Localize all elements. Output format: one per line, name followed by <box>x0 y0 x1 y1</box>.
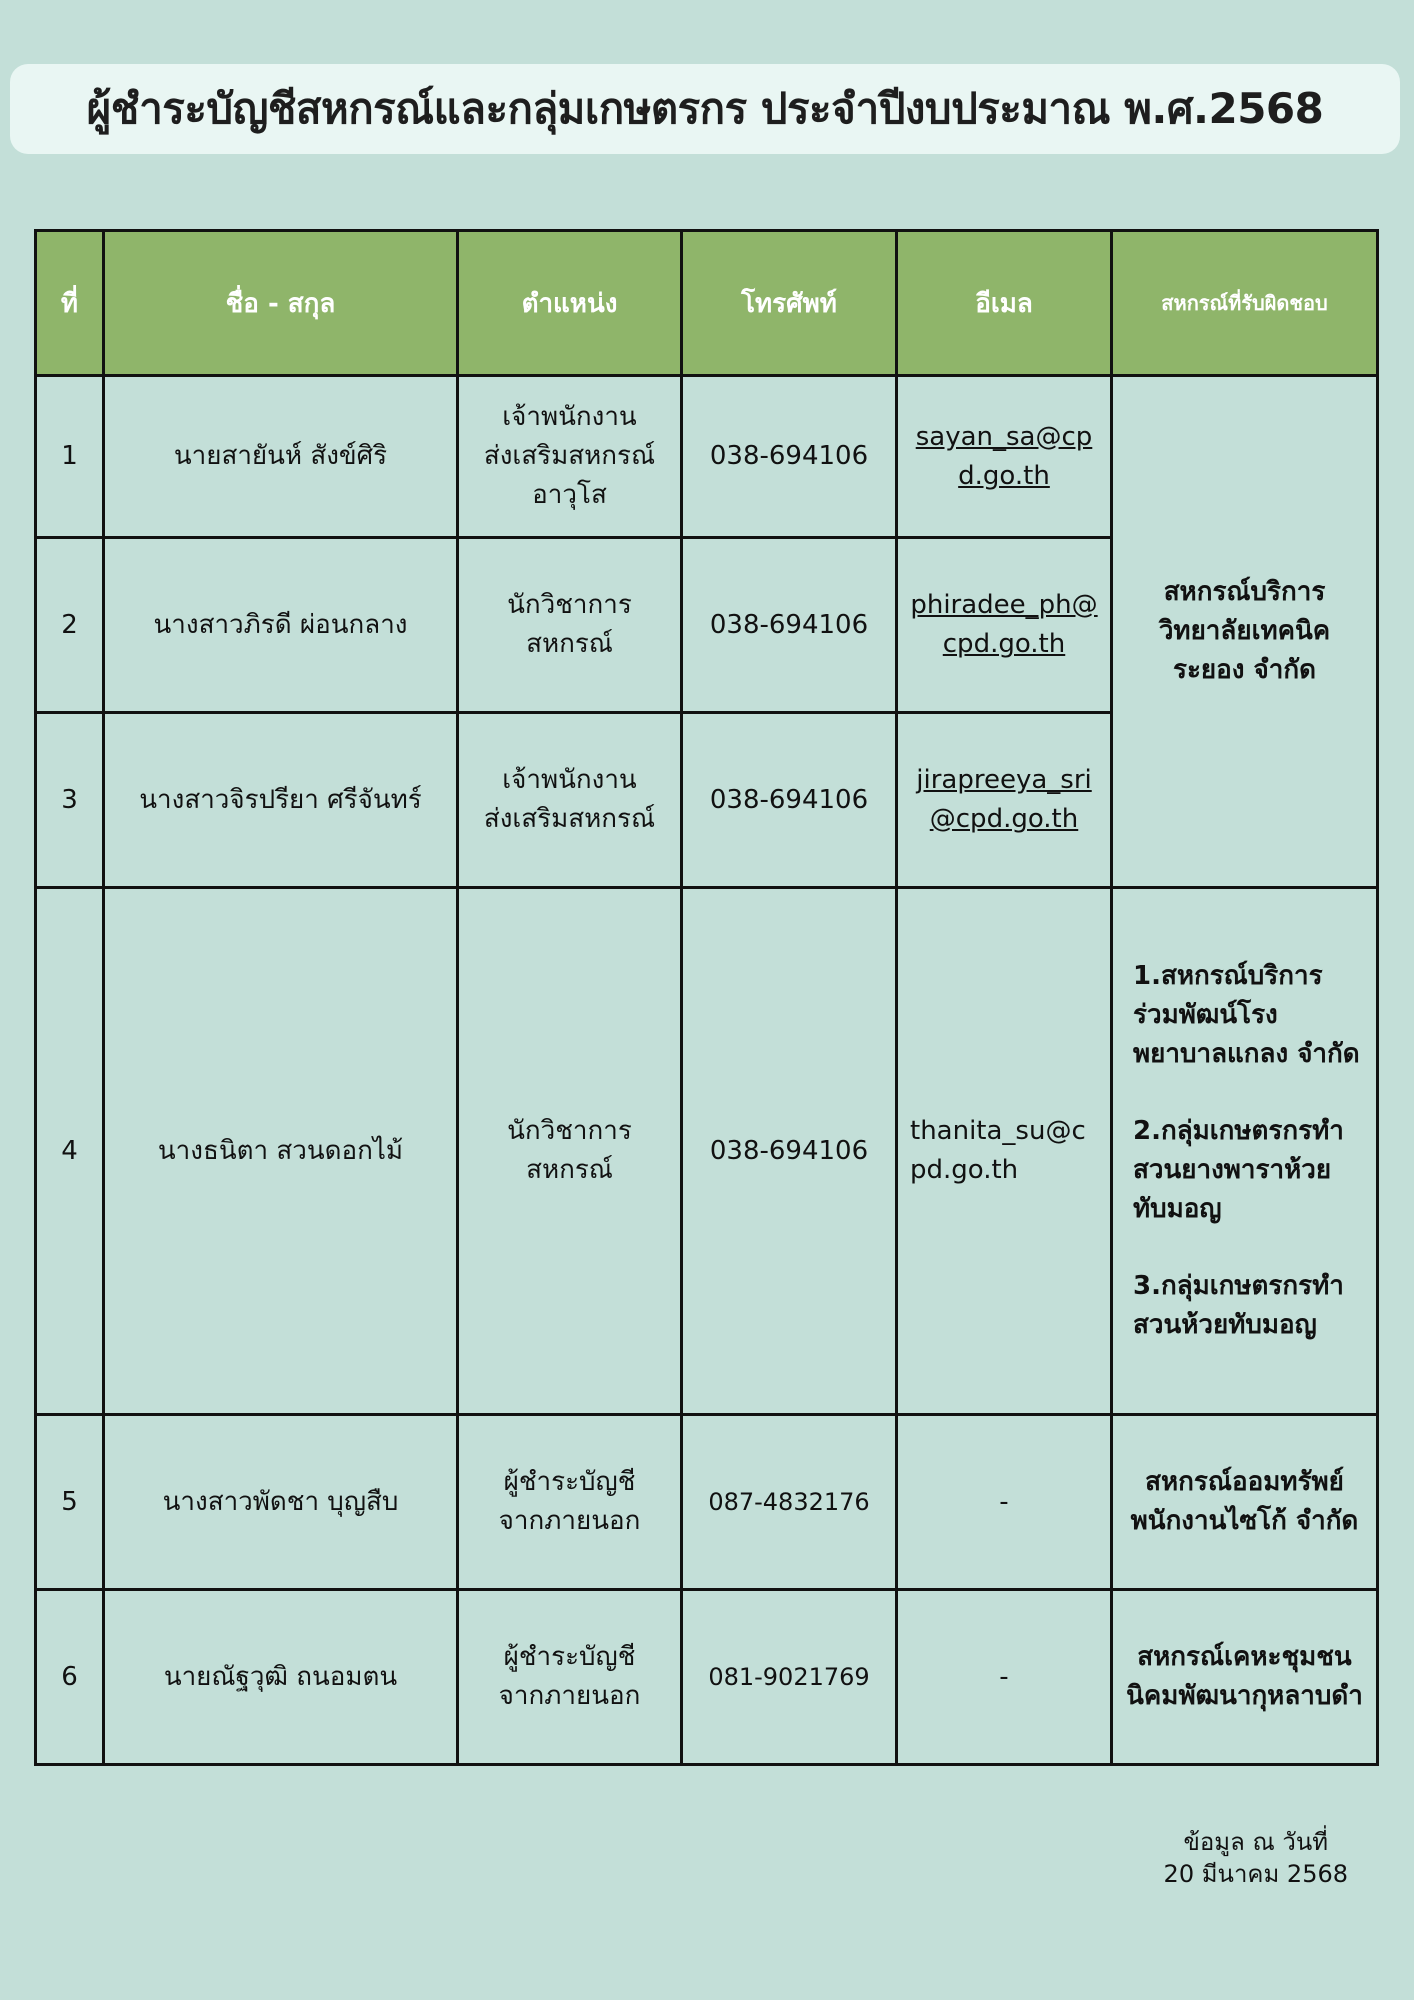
footer-date: 20 มีนาคม 2568 <box>1163 1860 1348 1889</box>
coop-item: 1.สหกรณ์บริการร่วมพัฒน์โรงพยาบาลแกลง จำกัด <box>1133 961 1360 1069</box>
cell-email <box>897 376 1112 538</box>
cell-position <box>458 538 682 713</box>
cell-coop: สหกรณ์บริการวิทยาลัยเทคนิคระยอง จำกัด <box>1112 376 1378 888</box>
liquidator-table <box>34 229 1379 1766</box>
cell-phone: 038-694106 <box>682 538 897 713</box>
position-line: เจ้าพนักงาน <box>502 765 637 795</box>
position-line: นักวิชาการ <box>507 590 632 620</box>
position-line: อาวุโส <box>532 480 607 510</box>
position-line: จากภายนอก <box>498 1681 641 1711</box>
cell-phone: 087-4832176 <box>682 1415 897 1590</box>
cell-email: thanita_su@cpd.go.th <box>897 888 1112 1415</box>
cell-phone: 038-694106 <box>682 376 897 538</box>
position-line: จากภายนอก <box>498 1506 641 1536</box>
cell-position <box>458 713 682 888</box>
cell-no: 1 <box>36 376 104 538</box>
cell-email: - <box>897 1415 1112 1590</box>
email-link[interactable]: sayan_sa@cpd.go.th <box>915 421 1093 491</box>
position-line: สหกรณ์ <box>526 1155 613 1185</box>
table-header-row <box>36 231 1378 376</box>
cell-position <box>458 888 682 1415</box>
cell-no: 5 <box>36 1415 104 1590</box>
cell-name: นางสาวภิรดี ผ่อนกลาง <box>104 538 458 713</box>
cell-name: นางสาวพัดชา บุญสืบ <box>104 1415 458 1590</box>
cell-name: นายณัฐวุฒิ ถนอมตน <box>104 1590 458 1765</box>
cell-position <box>458 1415 682 1590</box>
cell-position <box>458 376 682 538</box>
table-row <box>36 376 1378 538</box>
cell-name: นายสายันห์ สังข์ศิริ <box>104 376 458 538</box>
cell-phone: 081-9021769 <box>682 1590 897 1765</box>
position-line: ผู้ชำระบัญชี <box>503 1467 636 1497</box>
cell-phone: 038-694106 <box>682 888 897 1415</box>
table-row <box>36 888 1378 1415</box>
position-line: ส่งเสริมสหกรณ์ <box>483 441 656 471</box>
position-line: ส่งเสริมสหกรณ์ <box>483 804 656 834</box>
cell-no: 4 <box>36 888 104 1415</box>
cell-no: 6 <box>36 1590 104 1765</box>
email-link[interactable]: phiradee_ph@cpd.go.th <box>910 590 1098 659</box>
data-date-note <box>1164 1826 1348 1891</box>
cell-no: 2 <box>36 538 104 713</box>
position-line: เจ้าพนักงาน <box>502 402 637 432</box>
header-email: อีเมล <box>897 231 1112 376</box>
cell-email <box>897 538 1112 713</box>
coop-item: 3.กลุ่มเกษตรกรทำสวนห้วยทับมอญ <box>1133 1271 1344 1340</box>
table-row <box>36 1590 1378 1765</box>
cell-coop: สหกรณ์เคหะชุมชนนิคมพัฒนากุหลาบดำ <box>1112 1590 1378 1765</box>
header-phone: โทรศัพท์ <box>682 231 897 376</box>
header-position: ตำแหน่ง <box>458 231 682 376</box>
header-coop: สหกรณ์ที่รับผิดชอบ <box>1112 231 1378 376</box>
cell-phone: 038-694106 <box>682 713 897 888</box>
position-line: สหกรณ์ <box>526 629 613 659</box>
cell-email <box>897 713 1112 888</box>
footer-line: ข้อมูล ณ วันที่ <box>1183 1828 1329 1856</box>
cell-position <box>458 1590 682 1765</box>
cell-name: นางสาวจิรปรียา ศรีจันทร์ <box>104 713 458 888</box>
cell-coop: สหกรณ์ออมทรัพย์พนักงานไซโก้ จำกัด <box>1112 1415 1378 1590</box>
cell-no: 3 <box>36 713 104 888</box>
header-no: ที่ <box>36 231 104 376</box>
email-link[interactable]: jirapreeya_sri@cpd.go.th <box>916 765 1092 834</box>
page-title: ผู้ชำระบัญชีสหกรณ์และกลุ่มเกษตรกร ประจำปีงบประมาณ พ.ศ.2568 <box>86 84 1324 133</box>
position-line: นักวิชาการ <box>507 1116 632 1146</box>
cell-name: นางธนิตา สวนดอกไม้ <box>104 888 458 1415</box>
header-name: ชื่อ - สกุล <box>104 231 458 376</box>
title-banner <box>10 64 1400 154</box>
coop-item: 2.กลุ่มเกษตรกรทำสวนยางพาราห้วยทับมอญ <box>1133 1116 1344 1224</box>
cell-email: - <box>897 1590 1112 1765</box>
position-line: ผู้ชำระบัญชี <box>503 1642 636 1672</box>
cell-coop <box>1112 888 1378 1415</box>
table-row <box>36 1415 1378 1590</box>
